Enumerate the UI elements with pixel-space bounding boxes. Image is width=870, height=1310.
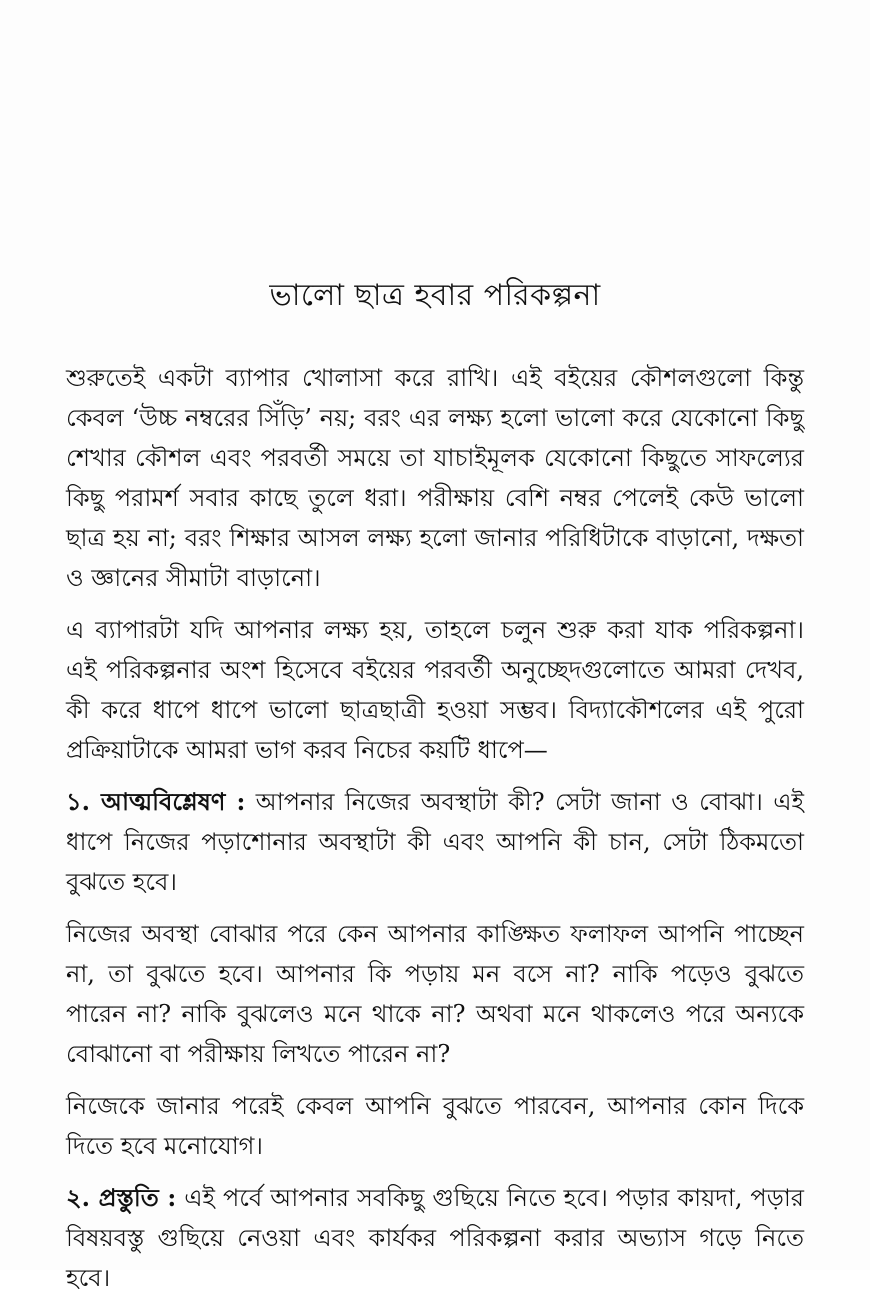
paragraph-text: শুরুতেই একটা ব্যাপার খোলাসা করে রাখি। এই বইয়ের কৌশলগুলো কিন্তু কেবল ‘উচ্চ নম্বরের সিঁড়ি’ নয়; বরং এর লক্ষ্য হলো ভালো করে যেকোনো কিছু শেখার কৌশল এবং পরবর্তী সময়ে তা যাচাইমূলক যেকোনো কিছুতে সাফল্যের কিছু পরামর্শ সবার কাছে তুলে ধরা। পরীক্ষায় বেশি নম্বর পেলেই কেউ ভালো ছাত্র হয় না; বরং শিক্ষার আসল লক্ষ্য হলো জানার পরিধিটাকে বাড়ানো, দক্ষতা ও জ্ঞানের সীমাটা বাড়ানো। bbox=[66, 364, 804, 592]
step-heading: ২. প্রস্তুতি : bbox=[66, 1183, 177, 1212]
paragraph-plan bbox=[66, 610, 804, 770]
paragraph-intro bbox=[66, 358, 804, 598]
paragraph-text: আপনার নিজের অবস্থাটা কী? সেটা জানা ও বোঝা। এই ধাপে নিজের পড়াশোনার অবস্থাটা কী এবং আপনি কী চান, সেটা ঠিকমতো বুঝতে হবে। bbox=[66, 788, 804, 896]
step-heading: ১. আত্মবিশ্লেষণ : bbox=[66, 787, 246, 816]
page-body bbox=[66, 358, 804, 1310]
paragraph-step-2 bbox=[66, 1178, 804, 1298]
paragraph-text: এ ব্যাপারটা যদি আপনার লক্ষ্য হয়, তাহলে চলুন শুরু করা যাক পরিকল্পনা। এই পরিকল্পনার অংশ হিসেবে বইয়ের পরবর্তী অনুচ্ছেদগুলোতে আমরা দেখব, কী করে ধাপে ধাপে ভালো ছাত্রছাত্রী হওয়া সম্ভব। বিদ্যাকৌশলের এই পুরো প্রক্রিয়াটাকে আমরা ভাগ করব নিচের কয়টি ধাপে— bbox=[66, 616, 804, 764]
paragraph-focus bbox=[66, 1086, 804, 1166]
paragraph-text: এই পর্বে আপনার সবকিছু গুছিয়ে নিতে হবে। পড়ার কায়দা, পড়ার বিষয়বস্তু গুছিয়ে নেওয়া এবং কার্যকর পরিকল্পনা করার অভ্যাস গড়ে নিতে হবে। bbox=[66, 1184, 805, 1292]
page-title: ভালো ছাত্র হবার পরিকল্পনা bbox=[269, 278, 601, 313]
paragraph-self-understanding bbox=[66, 914, 804, 1074]
paragraph-text: নিজের অবস্থা বোঝার পরে কেন আপনার কাঙ্ক্ষিত ফলাফল আপনি পাচ্ছেন না, তা বুঝতে হবে। আপনার কি পড়ায় মন বসে না? নাকি পড়েও বুঝতে পারেন না? নাকি বুঝলেও মনে থাকে না? অথবা মনে থাকলেও পরে অন্যকে বোঝানো বা পরীক্ষায় লিখতে পারেন না? bbox=[66, 920, 804, 1068]
paragraph-step-1 bbox=[66, 782, 804, 902]
paragraph-text: নিজেকে জানার পরেই কেবল আপনি বুঝতে পারবেন, আপনার কোন দিকে দিতে হবে মনোযোগ। bbox=[66, 1092, 804, 1160]
